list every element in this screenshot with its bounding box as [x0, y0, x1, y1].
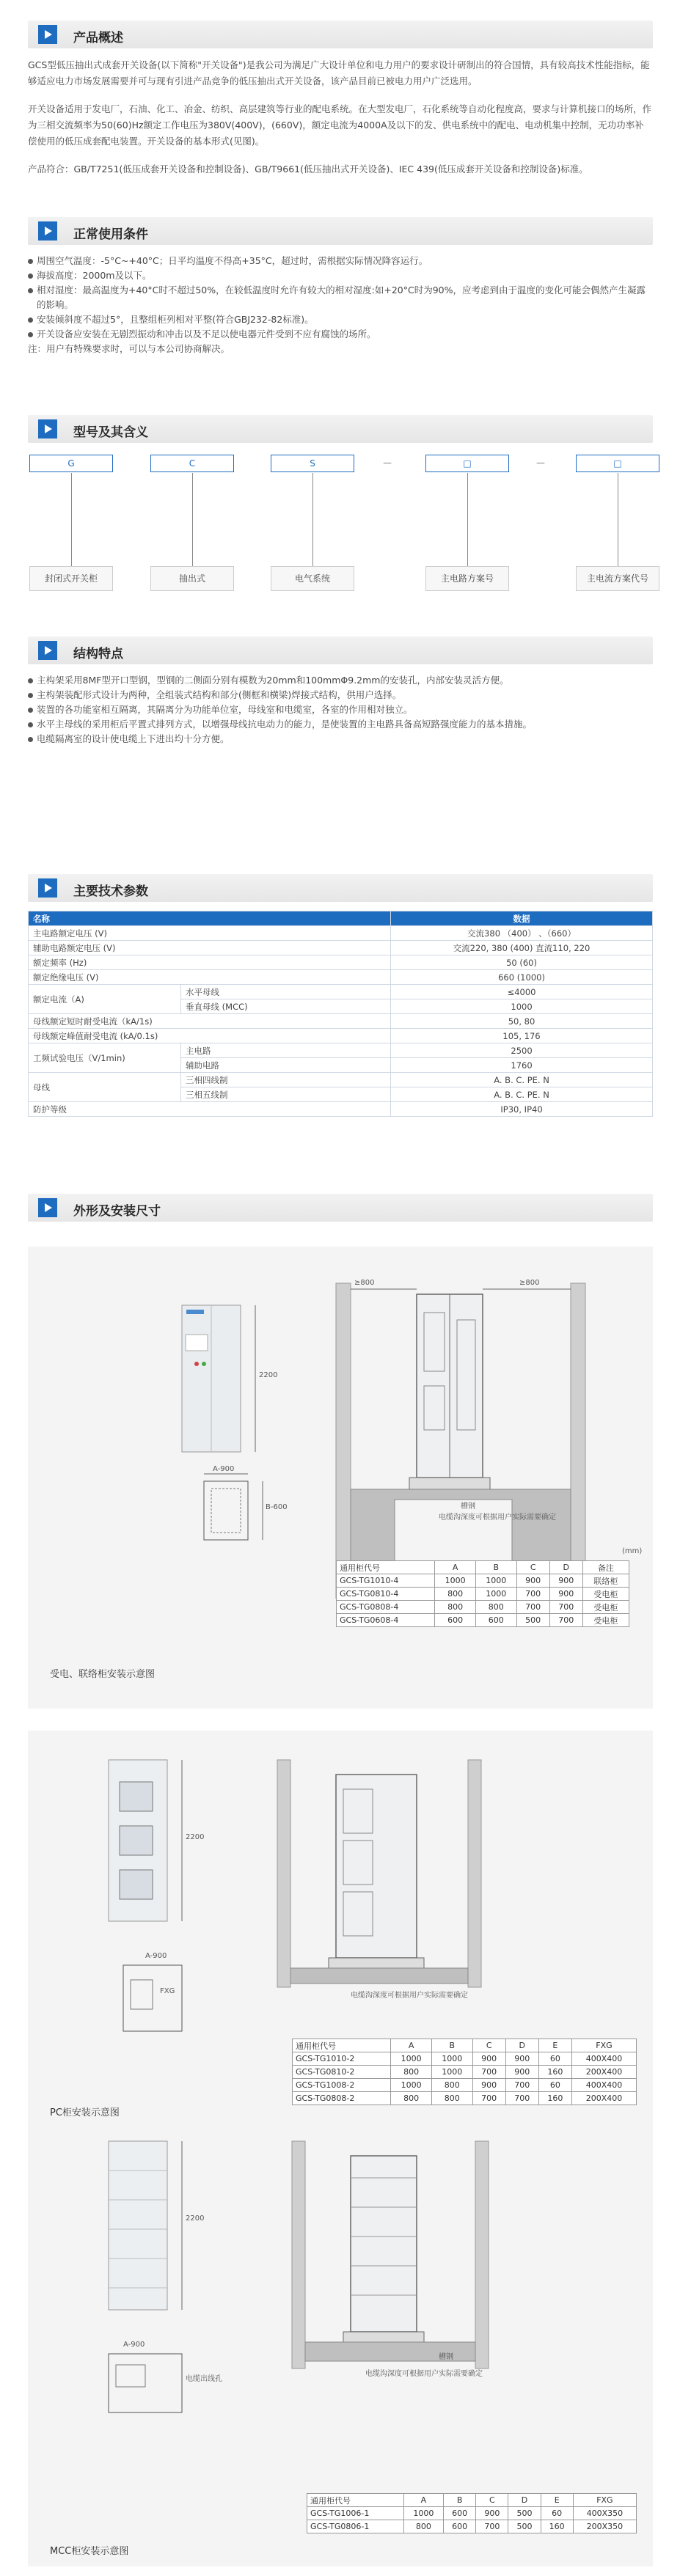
list-item: 装置的各功能室相互隔离，其隔离分为功能单位室，母线室和电缆室，各室的作用相对独立。 — [28, 702, 653, 717]
cell: 1000 — [475, 1574, 516, 1588]
cell: 900 — [472, 2052, 505, 2066]
cell: 700 — [472, 2092, 505, 2105]
header-cell: 数据 — [391, 911, 653, 926]
model-code-c: C — [150, 455, 234, 472]
cell: 900 — [516, 1574, 549, 1588]
dim-a: A-900 — [213, 1465, 235, 1473]
cell: 额定绝缘电压 (V) — [29, 970, 391, 985]
cell: C — [516, 1561, 549, 1574]
model-code-main-circuit: □ — [425, 455, 509, 472]
cell: 50 (60) — [391, 955, 653, 970]
table-row — [293, 2092, 637, 2105]
cell: 受电柜 — [582, 1601, 629, 1614]
cell: FXG — [573, 2494, 636, 2507]
cell: 母线额定峰值耐受电流 (kA/0.1s) — [29, 1029, 391, 1043]
cell: D — [505, 2039, 538, 2052]
model-label: 主电路方案号 — [425, 566, 509, 591]
cell: 160 — [538, 2092, 571, 2105]
overview-paragraph-3: 产品符合：GB/T7251(低压成套开关设备和控制设备)、GB/T9661(低压抽出式开关设备)、IEC 439(低压成套开关设备和控制设备)标准。 — [28, 164, 588, 175]
cell: 垂直母线 (MCC) — [181, 999, 391, 1014]
cell: D — [508, 2494, 541, 2507]
cabinet-drawing — [28, 1247, 653, 1709]
cell: 400X400 — [571, 2079, 636, 2092]
triangle-play-icon — [38, 419, 57, 438]
cell: 160 — [538, 2066, 571, 2079]
triangle-play-icon — [38, 1198, 57, 1217]
cell: 通用柜代号 — [293, 2039, 391, 2052]
cell: 受电柜 — [582, 1588, 629, 1601]
cell: GCS-TG1010-4 — [337, 1574, 435, 1588]
cell: A — [391, 2039, 432, 2052]
cell: 800 — [435, 1588, 476, 1601]
label-channel: 槽钢 — [461, 1502, 475, 1511]
label-cable-hole: 电缆出线孔 — [186, 2375, 222, 2383]
list-item: 海拔高度：2000m及以下。 — [28, 268, 653, 283]
cell: 1000 — [391, 999, 653, 1014]
cell: 备注 — [582, 1561, 629, 1574]
cell: 700 — [549, 1614, 582, 1627]
section-title: 结构特点 — [73, 647, 123, 661]
cell: GCS-TG0808-4 — [337, 1601, 435, 1614]
cell: 1000 — [475, 1588, 516, 1601]
cell: 防护等级 — [29, 1102, 391, 1117]
table-header-row — [337, 1561, 629, 1574]
cell: B — [444, 2494, 476, 2507]
cell: 700 — [472, 2066, 505, 2079]
cell: B — [431, 2039, 472, 2052]
cell: 800 — [475, 1601, 516, 1614]
section-header-conditions — [28, 217, 653, 245]
section-title: 主要技术参数 — [73, 884, 148, 899]
cell: 200X400 — [571, 2066, 636, 2079]
cell: 1000 — [403, 2507, 443, 2520]
cell: GCS-TG1008-2 — [293, 2079, 391, 2092]
label-channel: 槽钢 — [439, 2353, 453, 2361]
section-title: 型号及其含义 — [73, 425, 148, 440]
connector-line — [467, 473, 468, 566]
cell: 受电柜 — [582, 1614, 629, 1627]
cell: 800 — [391, 2066, 432, 2079]
label-fxg: FXG — [160, 1987, 175, 1995]
caption-incoming: 受电、联络柜安装示意图 — [50, 1669, 156, 1680]
dim-b: B-600 — [266, 1503, 288, 1511]
cell: 1760 — [391, 1058, 653, 1073]
list-item: 安装倾斜度不超过5°，且整组柜列相对平整(符合GBJ232-82标准)。 — [28, 312, 653, 327]
cell: 工频试验电压（V/1min) — [29, 1043, 181, 1073]
cell: 800 — [431, 2079, 472, 2092]
section-header-dimensions — [28, 1194, 653, 1222]
table-row — [293, 2079, 637, 2092]
list-item: 相对湿度：最高温度为+40°C时不超过50%，在较低温度时允许有较大的相对湿度:如+20°C时为90%，应考虑到由于温度的变化可能会偶然产生凝露的影响。 — [28, 283, 653, 312]
cell: 50, 80 — [391, 1014, 653, 1029]
cell: 700 — [516, 1601, 549, 1614]
cell: 主电路额定电压 (V) — [29, 926, 391, 941]
table-header-row — [29, 911, 653, 926]
cabinet-drawing — [28, 1731, 653, 2566]
model-label: 主电流方案代号 — [576, 566, 659, 591]
cell: 500 — [508, 2520, 541, 2533]
cell: 800 — [403, 2520, 443, 2533]
cell: 母线 — [29, 1073, 181, 1102]
cell: 联络柜 — [582, 1574, 629, 1588]
cell: 800 — [435, 1601, 476, 1614]
model-code-current: □ — [576, 455, 659, 472]
cell: 500 — [516, 1614, 549, 1627]
dim-front: ≥800 — [354, 1279, 375, 1287]
triangle-play-icon — [38, 878, 57, 898]
list-item: 水平主母线的采用柜后平置式排列方式，以增强母线抗电动力的能力，是使装置的主电路具备高短路强度能力的基本措施。 — [28, 717, 653, 732]
dim-height: 2200 — [186, 1833, 205, 1841]
dim-a: A-900 — [145, 1952, 167, 1960]
cell: 通用柜代号 — [307, 2494, 404, 2507]
cell: 700 — [476, 2520, 508, 2533]
cell: 母线额定短时耐受电流（kA/1s) — [29, 1014, 391, 1029]
cell: ≤4000 — [391, 985, 653, 999]
section-header-params — [28, 874, 653, 902]
table-row — [29, 926, 653, 941]
section-header-features — [28, 636, 653, 664]
cell: 主电路 — [181, 1043, 391, 1058]
table-row — [337, 1574, 629, 1588]
cell: 800 — [391, 2092, 432, 2105]
cell: 1000 — [431, 2066, 472, 2079]
section-header-overview — [28, 21, 653, 48]
model-code-g: G — [29, 455, 113, 472]
unit-label: (mm) — [622, 1547, 643, 1555]
cell: 900 — [549, 1574, 582, 1588]
label-foundation: 电缆沟深度可根据用户实际需要确定 — [365, 2370, 483, 2378]
cell: A. B. C. PE. N — [391, 1087, 653, 1102]
list-item: 主构架采用8MF型开口型钢，型钢的二侧面分别有模数为20mm和100mmΦ9.2mm的安装孔，内部安装灵活方便。 — [28, 673, 653, 688]
cell: GCS-TG1006-1 — [307, 2507, 404, 2520]
dims-table-incoming — [336, 1560, 629, 1627]
cell: E — [541, 2494, 573, 2507]
cell: GCS-TG0810-4 — [337, 1588, 435, 1601]
section-title: 外形及安装尺寸 — [73, 1204, 161, 1219]
model-code-s: S — [271, 455, 354, 472]
dims-table-mcc — [307, 2493, 637, 2533]
table-row — [29, 1014, 653, 1029]
cell: 三相五线制 — [181, 1087, 391, 1102]
table-row — [29, 1102, 653, 1117]
drawing-panel-pc-mcc — [28, 1731, 653, 2566]
cell: GCS-TG0810-2 — [293, 2066, 391, 2079]
cell: 700 — [505, 2092, 538, 2105]
section-title: 产品概述 — [73, 31, 123, 45]
table-row — [337, 1588, 629, 1601]
conditions-list — [28, 254, 653, 356]
cell: 1000 — [391, 2079, 432, 2092]
label-foundation: 电缆沟深度可根据用户实际需要确定 — [439, 1513, 556, 1522]
drawing-panel-incoming — [28, 1247, 653, 1709]
table-header-row — [307, 2494, 637, 2507]
table-row — [293, 2066, 637, 2079]
table-row — [29, 970, 653, 985]
cell: A — [435, 1561, 476, 1574]
overview-paragraph-1: GCS型低压抽出式成套开关设备(以下简称"开关设备")是我公司为满足广大设计单位和电力用户的要求设计研制出的符合国情，具有较高技术性能指标，能够适应电力市场发展需要并可与现有引进产品竞争的低压抽出式开关设备，该产品目前已被电力用户广泛选用。 — [28, 59, 650, 87]
cell: 辅助电路额定电压 (V) — [29, 941, 391, 955]
triangle-play-icon — [38, 221, 57, 241]
cell: 水平母线 — [181, 985, 391, 999]
connector-line — [312, 473, 313, 566]
dim-height: 2200 — [259, 1371, 278, 1379]
table-row — [337, 1601, 629, 1614]
cell: 2500 — [391, 1043, 653, 1058]
cell: 400X400 — [571, 2052, 636, 2066]
cell: 600 — [435, 1614, 476, 1627]
triangle-play-icon — [38, 641, 57, 660]
cell: 1000 — [391, 2052, 432, 2066]
caption-mcc: MCC柜安装示意图 — [50, 2546, 129, 2557]
section-header-model — [28, 415, 653, 443]
cell: 60 — [538, 2052, 571, 2066]
caption-pc: PC柜安装示意图 — [50, 2107, 120, 2118]
table-row — [29, 985, 653, 999]
dim-rear: ≥800 — [519, 1279, 540, 1287]
overview-paragraph-2: 开关设备适用于发电厂，石油、化工、冶金、纺织、高层建筑等行业的配电系统。在大型发电厂，石化系统等自动化程度高，要求与计算机接口的场所，作为三相交流频率为50(60)Hz额定工作电压为380V(400V)，(660V)，额定电流为4000A及以下的发、供电系统中的配电、电动机集中控制，无功功率补偿使用的低压成套配电装置。开关设备的基本形式(见图)。 — [28, 103, 652, 147]
features-list — [28, 673, 653, 746]
cell: 900 — [476, 2507, 508, 2520]
cell: 900 — [549, 1588, 582, 1601]
cell: GCS-TG1010-2 — [293, 2052, 391, 2066]
cell: 交流220, 380 (400) 直流110, 220 — [391, 941, 653, 955]
table-row — [337, 1614, 629, 1627]
cell: C — [472, 2039, 505, 2052]
params-table — [28, 911, 653, 1117]
cell: 60 — [538, 2079, 571, 2092]
cell: C — [476, 2494, 508, 2507]
cell: 600 — [444, 2520, 476, 2533]
cell: A. B. C. PE. N — [391, 1073, 653, 1087]
section-title: 正常使用条件 — [73, 227, 148, 242]
table-row — [29, 941, 653, 955]
model-label: 封闭式开关柜 — [29, 566, 113, 591]
connector-line — [192, 473, 193, 566]
table-row — [29, 1043, 653, 1058]
list-item: 主构架装配形式设计为两种，全组装式结构和部分(侧框和横梁)焊接式结构，供用户选择。 — [28, 688, 653, 702]
cell: 900 — [505, 2052, 538, 2066]
cell: 三相四线制 — [181, 1073, 391, 1087]
cell: 200X350 — [573, 2520, 636, 2533]
cell: 1000 — [435, 1574, 476, 1588]
dims-table-pc — [292, 2039, 637, 2105]
cell: 700 — [549, 1601, 582, 1614]
triangle-play-icon — [38, 25, 57, 44]
dim-height: 2200 — [186, 2214, 205, 2223]
cell: 1000 — [431, 2052, 472, 2066]
cell: 辅助电路 — [181, 1058, 391, 1073]
model-label: 抽出式 — [150, 566, 234, 591]
cell: 通用柜代号 — [337, 1561, 435, 1574]
cell: 600 — [475, 1614, 516, 1627]
cell: 660 (1000) — [391, 970, 653, 985]
cell: 500 — [508, 2507, 541, 2520]
table-row — [293, 2052, 637, 2066]
cell: 200X400 — [571, 2092, 636, 2105]
table-header-row — [293, 2039, 637, 2052]
list-item: 开关设备应安装在无剧烈振动和冲击以及不足以使电器元件受到不应有腐蚀的场所。 — [28, 327, 653, 342]
cell: FXG — [571, 2039, 636, 2052]
cell: 700 — [505, 2079, 538, 2092]
list-item: 周围空气温度：-5°C~+40°C；日平均温度不得高+35°C，超过时，需根据实际情况降容运行。 — [28, 254, 653, 268]
model-dash: － — [535, 458, 546, 470]
cell: E — [538, 2039, 571, 2052]
cell: 160 — [541, 2520, 573, 2533]
model-label: 电气系统 — [271, 566, 354, 591]
dim-a: A-900 — [123, 2341, 145, 2349]
list-item: 电缆隔离室的设计使电缆上下进出均十分方便。 — [28, 732, 653, 746]
cell: D — [549, 1561, 582, 1574]
cell: GCS-TG0608-4 — [337, 1614, 435, 1627]
cell: 900 — [505, 2066, 538, 2079]
cell: 600 — [444, 2507, 476, 2520]
cell: 额定频率 (Hz) — [29, 955, 391, 970]
header-cell: 名称 — [29, 911, 391, 926]
cell: 400X350 — [573, 2507, 636, 2520]
label-foundation: 电缆沟深度可根据用户实际需要确定 — [351, 1992, 468, 2000]
model-dash: － — [382, 458, 392, 470]
cell: 105, 176 — [391, 1029, 653, 1043]
table-row — [29, 1029, 653, 1043]
cell: IP30, IP40 — [391, 1102, 653, 1117]
cell: 交流380 （400） 、（660） — [391, 926, 653, 941]
cell: GCS-TG0806-1 — [307, 2520, 404, 2533]
cell: 800 — [431, 2092, 472, 2105]
conditions-note: 注：用户有特殊要求时，可以与本公司协商解决。 — [28, 343, 230, 354]
cell: 60 — [541, 2507, 573, 2520]
cell: GCS-TG0808-2 — [293, 2092, 391, 2105]
cell: 900 — [472, 2079, 505, 2092]
table-row — [307, 2520, 637, 2533]
table-row — [29, 1073, 653, 1087]
connector-line — [71, 473, 72, 566]
cell: 700 — [516, 1588, 549, 1601]
cell: 额定电流（A) — [29, 985, 181, 1014]
cell: B — [475, 1561, 516, 1574]
table-row — [29, 955, 653, 970]
cell: A — [403, 2494, 443, 2507]
table-row — [307, 2507, 637, 2520]
